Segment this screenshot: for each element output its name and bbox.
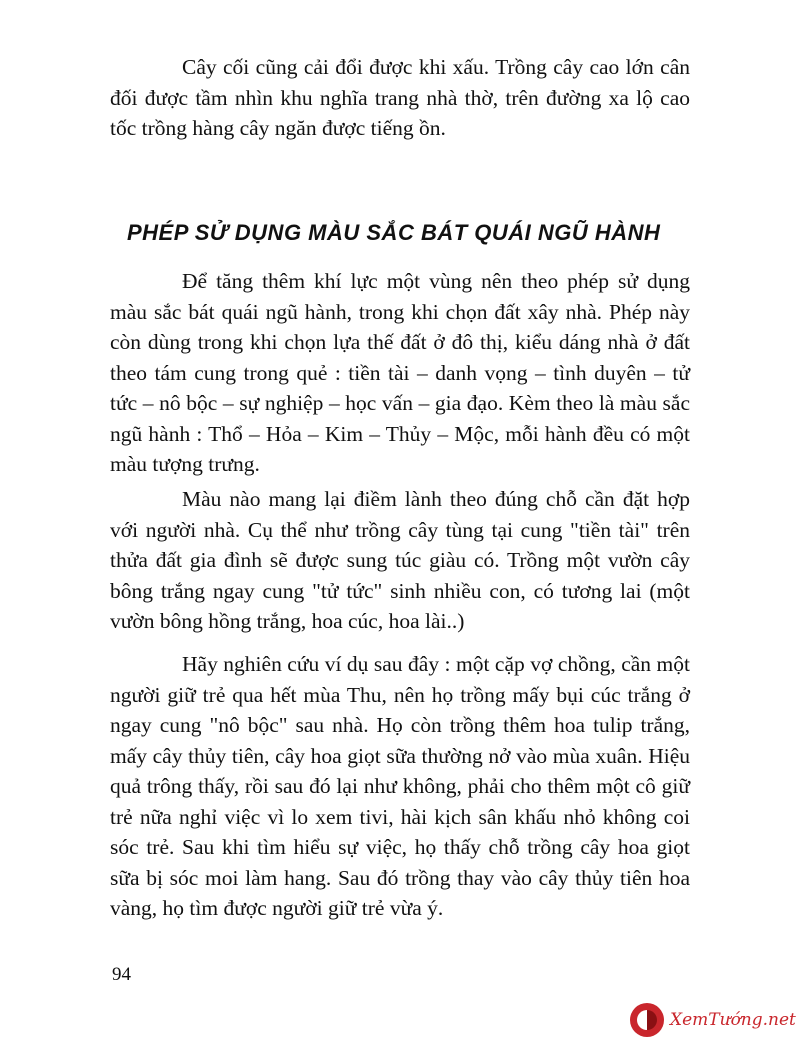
paragraph-text: Hãy nghiên cứu ví dụ sau đây : một cặp vợ chồng, cần một người giữ trẻ qua hết mùa Thu, nên họ trồng mấy bụi cúc trắng ở ngay cung "nô bộc" sau nhà. Họ còn trồng thêm hoa tulip trắng, mấy cây thủy tiên, cây hoa giọt sữa thường nở vào mùa xuân. Hiệu quả trông thấy, rồi sau đó lại như không, phải cho thêm một cô giữ trẻ nữa nghỉ việc vì lo xem tivi, hài kịch sân khấu nhỏ không coi sóc trẻ. Sau khi tìm hiểu sự việc, họ thấy chỗ trồng cây hoa giọt sữa bị sóc moi làm hang. Sau đó trồng thay vào cây thủy tiên hoa vàng, họ tìm được người giữ trẻ vừa ý. [110, 652, 690, 920]
paragraph-intro [110, 266, 690, 480]
paragraph-text: Màu nào mang lại điềm lành theo đúng chỗ cần đặt hợp với người nhà. Cụ thể như trồng cây tùng tại cung "tiền tài" trên thửa đất gia đình sẽ được sung túc giàu có. Trồng một vườn cây bông trắng ngay cung "tử tức" sinh nhiều con, có tương lai (một vườn bông hồng trắng, hoa cúc, hoa lài..) [110, 487, 690, 633]
section-heading: PHÉP SỬ DỤNG MÀU SẮC BÁT QUÁI NGŨ HÀNH [127, 220, 661, 245]
paragraph-text: Để tăng thêm khí lực một vùng nên theo phép sử dụng màu sắc bát quái ngũ hành, trong khi chọn đất xây nhà. Phép này còn dùng trong khi chọn lựa thế đất ở đô thị, kiểu dáng nhà ở đất theo tám cung trong quẻ : tiền tài – danh vọng – tình duyên – tử tức – nô bộc – sự nghiệp – học vấn – gia đạo. Kèm theo là màu sắc ngũ hành : Thổ – Hỏa – Kim – Thủy – Mộc, mỗi hành đều có một màu tượng trưng. [110, 269, 690, 476]
paragraph-example [110, 649, 690, 924]
watermark[interactable] [630, 1000, 796, 1040]
paragraph-colors [110, 484, 690, 637]
paragraph-trees [110, 52, 690, 144]
page-number: 94 [112, 964, 131, 985]
watermark-text: XemTướng.net [670, 1010, 796, 1030]
paragraph-text: Cây cối cũng cải đổi được khi xấu. Trồng cây cao lớn cân đối được tầm nhìn khu nghĩa trang nhà thờ, trên đường xa lộ cao tốc trồng hàng cây ngăn được tiếng ồn. [110, 55, 690, 140]
yin-yang-logo-icon [630, 1003, 664, 1037]
